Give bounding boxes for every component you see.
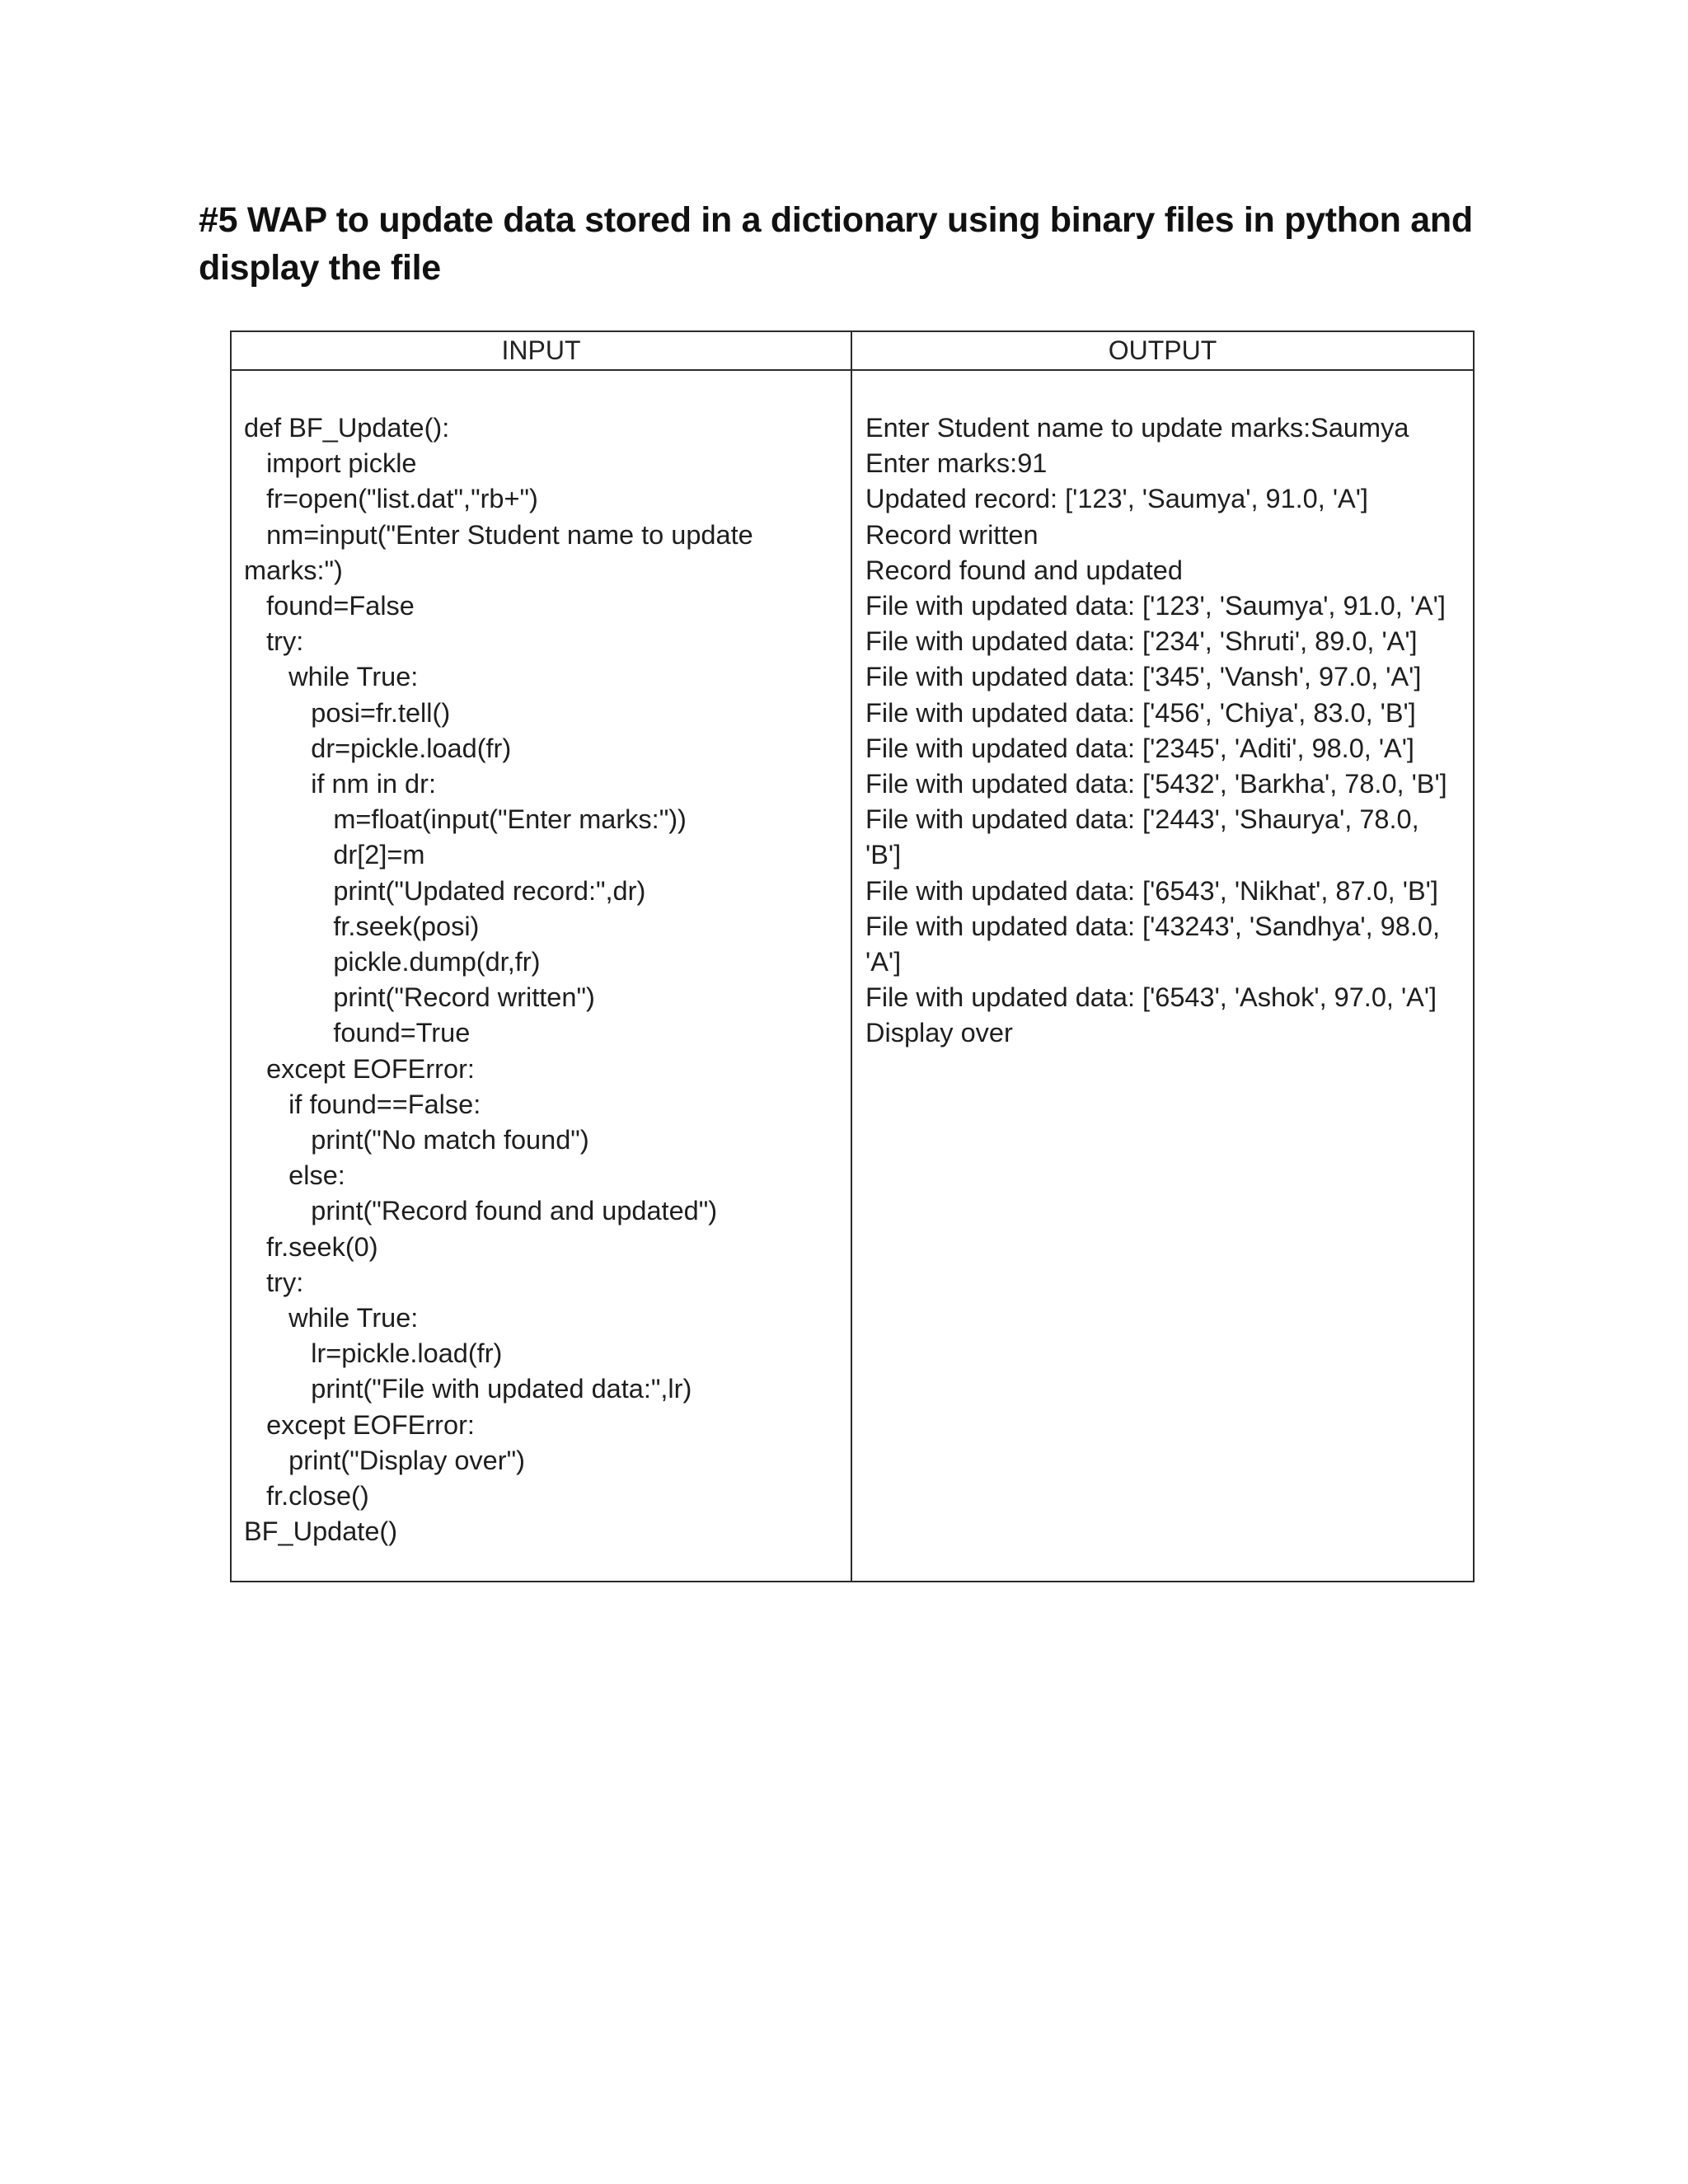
- output-line: Updated record: ['123', 'Saumya', 91.0, 'A']: [865, 484, 1368, 514]
- output-line: Record written: [865, 519, 1039, 550]
- code-line: print("Record found and updated"): [244, 1196, 718, 1226]
- code-line: found=True: [244, 1018, 471, 1048]
- code-line: marks:"): [244, 555, 343, 585]
- code-line: while True:: [244, 1303, 419, 1333]
- output-line: File with updated data: ['2443', 'Shaurya', 78.0,: [865, 804, 1419, 835]
- code-line: try:: [244, 626, 304, 657]
- code-line: BF_Update(): [244, 1516, 398, 1547]
- code-line: if found==False:: [244, 1089, 481, 1119]
- input-output-table: [230, 330, 1475, 1582]
- code-line: import pickle: [244, 448, 417, 479]
- code-line: except EOFError:: [244, 1409, 475, 1440]
- code-line: print("Display over"): [244, 1445, 525, 1475]
- output-line: 'A']: [865, 947, 902, 977]
- code-line: fr.close(): [244, 1481, 369, 1511]
- code-line: else:: [244, 1160, 345, 1191]
- code-line: except EOFError:: [244, 1053, 475, 1084]
- output-line: File with updated data: ['2345', 'Aditi', 98.0, 'A']: [865, 733, 1414, 763]
- input-column-header: INPUT: [232, 332, 852, 371]
- code-line: print("File with updated data:",lr): [244, 1374, 692, 1404]
- output-line: File with updated data: ['234', 'Shruti', 89.0, 'A']: [865, 626, 1418, 657]
- page-heading: [199, 196, 1484, 292]
- code-line: try:: [244, 1267, 304, 1297]
- code-line: pickle.dump(dr,fr): [244, 947, 541, 977]
- output-line: Enter Student name to update marks:Saumya: [865, 413, 1409, 443]
- code-line: m=float(input("Enter marks:")): [244, 804, 687, 835]
- code-line: if nm in dr:: [244, 769, 436, 799]
- input-code-cell: [232, 371, 852, 1581]
- heading-line-2: display the file: [199, 248, 441, 288]
- code-line: dr[2]=m: [244, 840, 425, 870]
- output-line: File with updated data: ['123', 'Saumya', 91.0, 'A']: [865, 591, 1446, 621]
- code-line: posi=fr.tell(): [244, 697, 451, 728]
- output-column-header: OUTPUT: [852, 332, 1473, 371]
- code-line: fr.seek(posi): [244, 911, 480, 941]
- output-line: File with updated data: ['6543', 'Ashok', 97.0, 'A']: [865, 982, 1437, 1013]
- output-line: Record found and updated: [865, 555, 1183, 585]
- code-line: dr=pickle.load(fr): [244, 733, 512, 763]
- output-line: 'B']: [865, 840, 902, 870]
- output-line: File with updated data: ['456', 'Chiya', 83.0, 'B']: [865, 697, 1416, 728]
- code-line: print("Record written"): [244, 982, 595, 1013]
- code-line: print("Updated record:",dr): [244, 875, 646, 906]
- output-text-cell: [852, 371, 1473, 1581]
- code-line: while True:: [244, 662, 419, 692]
- output-line: File with updated data: ['5432', 'Barkha', 78.0, 'B']: [865, 769, 1447, 799]
- code-line: def BF_Update():: [244, 413, 450, 443]
- code-line: lr=pickle.load(fr): [244, 1338, 503, 1369]
- output-line: File with updated data: ['43243', 'Sandhya', 98.0,: [865, 911, 1440, 941]
- code-line: found=False: [244, 591, 415, 621]
- output-line: Display over: [865, 1018, 1013, 1048]
- code-line: print("No match found"): [244, 1125, 589, 1155]
- code-line: fr.seek(0): [244, 1231, 378, 1262]
- output-line: Enter marks:91: [865, 448, 1048, 479]
- code-line: fr=open("list.dat","rb+"): [244, 484, 538, 514]
- code-line: nm=input("Enter Student name to update: [244, 519, 753, 550]
- heading-line-1: #5 WAP to update data stored in a dictionary using binary files in python and: [199, 200, 1473, 240]
- output-line: File with updated data: ['6543', 'Nikhat', 87.0, 'B']: [865, 875, 1438, 906]
- output-line: File with updated data: ['345', 'Vansh', 97.0, 'A']: [865, 662, 1422, 692]
